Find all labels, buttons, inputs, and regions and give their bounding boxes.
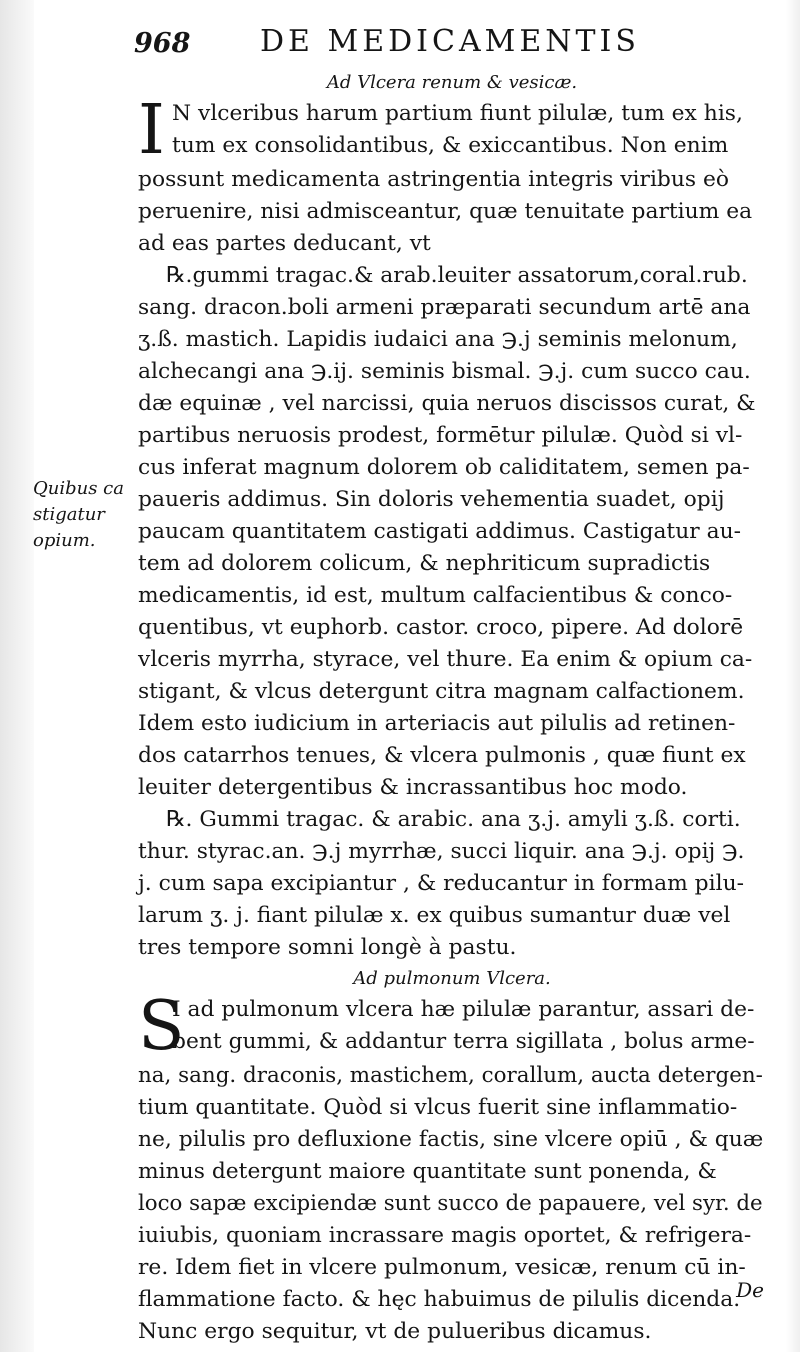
- text-line: na, sang. draconis, mastichem, corallum, aucta detergen-: [138, 1063, 763, 1088]
- main-text: [138, 68, 766, 1348]
- text-line: dæ equinæ , vel narcissi, quia neruos discissos curat, &: [138, 391, 756, 416]
- text-line: thur. styrac.an. ℈.j myrrhæ, succi liquir. ana ℈.j. opij ℈.: [138, 839, 745, 864]
- text-line: bent gummi, & addantur terra sigillata , bolus arme-: [172, 1029, 755, 1054]
- page-number: 968: [134, 28, 191, 59]
- text-line: re. Idem fiet in vlcere pulmonum, vesicæ, renum cū in-: [138, 1255, 746, 1280]
- text-line: j. cum sapa excipiantur , & reducantur in formam pilu-: [138, 871, 744, 896]
- text-line: Idem esto iudicium in arteriacis aut pilulis ad retinen-: [138, 711, 736, 736]
- section-heading: Ad pulmonum Vlcera.: [353, 968, 551, 989]
- text-line: peruenire, nisi admisceantur, quæ tenuitate partium ea: [138, 199, 753, 224]
- text-line: vlceris myrrha, styrace, vel thure. Ea enim & opium ca-: [138, 647, 753, 672]
- text-line: quentibus, vt euphorb. castor. croco, pipere. Ad dolorē: [138, 615, 744, 640]
- margin-note: [33, 476, 143, 554]
- text-line: possunt medicamenta astringentia integris viribus eò: [138, 167, 730, 192]
- text-line: ℞.gummi tragac.& arab.leuiter assatorum,coral.rub.: [166, 263, 748, 288]
- scan-shadow-left: [0, 0, 34, 1352]
- running-title: DE MEDICAMENTIS: [260, 24, 640, 59]
- text-line: dos catarrhos tenues, & vlcera pulmonis , quæ fiunt ex: [138, 743, 746, 768]
- text-line: tum ex consolidantibus, & exiccantibus. Non enim: [172, 133, 729, 158]
- text-line: ad eas partes deducant, vt: [138, 231, 431, 256]
- text-line: paueris addimus. Sin doloris vehementia suadet, opij: [138, 487, 725, 512]
- section-heading: Ad Vlcera renum & vesicæ.: [326, 72, 578, 93]
- drop-cap: S: [138, 987, 185, 1066]
- text-line: minus detergunt maiore quantitate sunt ponenda, &: [138, 1159, 717, 1184]
- drop-cap: I: [138, 91, 165, 170]
- text-line: alchecangi ana ℈.ij. seminis bismal. ℈.j. cum succo cau.: [138, 359, 751, 384]
- page-header: [134, 24, 734, 64]
- margin-note-line: stigatur: [33, 504, 105, 525]
- text-line: larum ʒ. j. fiant pilulæ x. ex quibus sumantur duæ vel: [138, 903, 731, 928]
- text-line: tem ad dolorem colicum, & nephriticum supradictis: [138, 551, 711, 576]
- scan-shadow-right: [786, 0, 800, 1352]
- text-line: tium quantitate. Quòd si vlcus fuerit sine inflammatio-: [138, 1095, 738, 1120]
- text-line: paucam quantitatem castigati addimus. Castigatur au-: [138, 519, 741, 544]
- text-line: ʒ.ß. mastich. Lapidis iudaici ana ℈.j seminis melonum,: [138, 327, 738, 352]
- text-line: loco sapæ excipiendæ sunt succo de papauere, vel syr. de: [138, 1191, 763, 1216]
- margin-note-line: Quibus ca: [33, 478, 124, 499]
- text-line: iuiubis, quoniam incrassare magis oportet, & refrigera-: [138, 1223, 752, 1248]
- text-line: ℞. Gummi tragac. & arabic. ana ʒ.j. amyli ʒ.ß. corti.: [166, 807, 741, 832]
- text-line: ne, pilulis pro defluxione factis, sine vlcere opiū , & quæ: [138, 1127, 764, 1152]
- text-line: flammatione facto. & hęc habuimus de pilulis dicenda.: [138, 1287, 741, 1312]
- text-line: Nunc ergo sequitur, vt de pulueribus dicamus.: [138, 1319, 652, 1344]
- text-line: sang. dracon.boli armeni præparati secundum artē ana: [138, 295, 751, 320]
- text-line: N vlceribus harum partium fiunt pilulæ, tum ex his,: [172, 101, 743, 126]
- text-line: stigant, & vlcus detergunt citra magnam calfactionem.: [138, 679, 745, 704]
- text-line: cus inferat magnum dolorem ob caliditatem, semen pa-: [138, 455, 750, 480]
- text-line: I ad pulmonum vlcera hæ pilulæ parantur, assari de-: [172, 997, 755, 1022]
- text-line: leuiter detergentibus & incrassantibus hoc modo.: [138, 775, 688, 800]
- text-line: partibus neruosis prodest, formētur pilulæ. Quòd si vl-: [138, 423, 743, 448]
- text-line: medicamentis, id est, multum calfacientibus & conco-: [138, 583, 733, 608]
- text-line: tres tempore somni longè à pastu.: [138, 935, 517, 960]
- catchword: De: [736, 1278, 764, 1302]
- margin-note-line: opium.: [33, 530, 96, 551]
